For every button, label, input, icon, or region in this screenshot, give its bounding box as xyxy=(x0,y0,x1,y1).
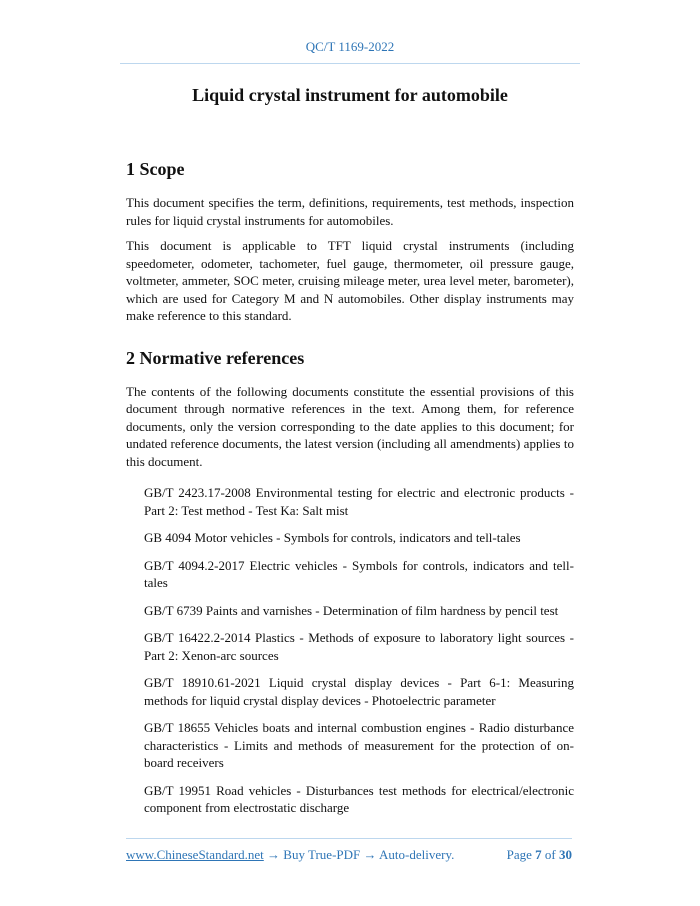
footer-tagline: → Buy True-PDF → Auto-delivery. xyxy=(263,847,455,862)
running-header: QC/T 1169-2022 xyxy=(305,39,395,54)
scope-paragraph-2: This document is applicable to TFT liquid crystal instruments (including speedometer, odometer, tachometer, fuel gauge, thermometer, oil pressure gauge, voltmeter, ammeter, SOC meter, cruising mileage meter, urea level meter, barometer), which are used for Category M and N automobiles. Other display instruments may make reference to this standard. xyxy=(126,238,574,323)
reference-item: GB/T 18655 Vehicles boats and internal combustion engines - Radio disturbance characteristics - Limits and methods of measurement for the protection of on-board receivers xyxy=(144,720,574,770)
page-number xyxy=(507,847,572,863)
section-heading-scope: 1 Scope xyxy=(126,159,185,179)
header-divider xyxy=(120,63,580,64)
reference-item: GB 4094 Motor vehicles - Symbols for controls, indicators and tell-tales xyxy=(144,530,521,545)
page-body xyxy=(126,84,574,827)
page-label: Page xyxy=(506,847,532,862)
footer-divider xyxy=(126,838,572,839)
page-current: 7 xyxy=(535,847,542,862)
website-link[interactable]: www.ChineseStandard.net xyxy=(126,847,264,862)
document-title: Liquid crystal instrument for automobile xyxy=(192,85,508,105)
of-label: of xyxy=(544,847,556,862)
page-total: 30 xyxy=(559,847,572,862)
reference-item: GB/T 19951 Road vehicles - Disturbances test methods for electrical/electronic component from electrostatic discharge xyxy=(144,782,574,815)
reference-item: GB/T 18910.61-2021 Liquid crystal display devices - Part 6-1: Measuring methods for liquid crystal display devices - Photoelectric parameter xyxy=(144,675,574,708)
reference-item: GB/T 6739 Paints and varnishes - Determination of film hardness by pencil test xyxy=(144,602,559,618)
page-footer xyxy=(126,847,572,863)
normative-intro-paragraph: The contents of the following documents constitute the essential provisions of this document through normative references in the text. Among them, for reference documents, only the version corresponding to the date applies to this document; for undated reference documents, the latest version (including all amendments) applies to this document. xyxy=(126,383,574,469)
section-heading-normative-references: 2 Normative references xyxy=(126,347,305,368)
reference-item: GB/T 16422.2-2014 Plastics - Methods of exposure to laboratory light sources - Part 2: Xenon-arc sources xyxy=(144,630,574,663)
scope-paragraph-1: This document specifies the term, definitions, requirements, test methods, inspection rules for liquid crystal instruments for automobiles. xyxy=(126,195,574,228)
reference-item: GB/T 4094.2-2017 Electric vehicles - Symbols for controls, indicators and tell-tales xyxy=(144,557,574,590)
reference-item: GB/T 2423.17-2008 Environmental testing for electric and electronic products - Part 2: Test method - Test Ka: Salt mist xyxy=(144,485,574,518)
reference-list xyxy=(144,484,574,817)
